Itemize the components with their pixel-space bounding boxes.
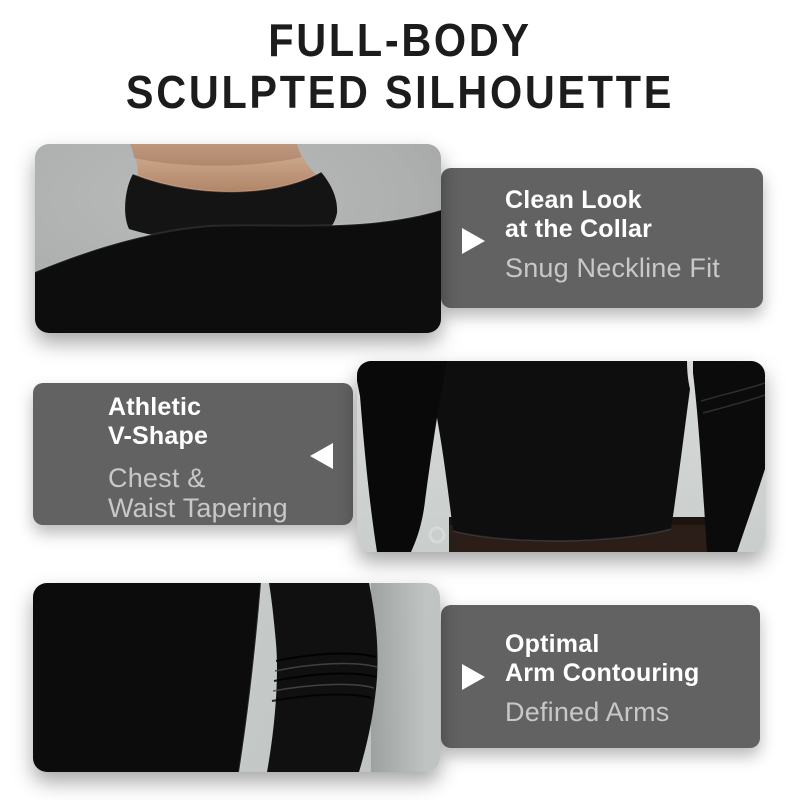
callout-subtitle-line: Snug Neckline Fit [505, 253, 720, 283]
pointer-left-icon [310, 443, 333, 469]
callout-card-v-shape [33, 383, 353, 525]
callout-text-collar [505, 186, 720, 283]
callout-text-arm [505, 630, 699, 727]
page-title-line1: FULL-BODY [268, 14, 532, 66]
callout-title-line: Arm Contouring [505, 659, 700, 687]
callout-title-line: Clean Look [505, 186, 642, 214]
callout-title-line: Athletic [108, 393, 202, 421]
photo-torso-front [357, 361, 765, 552]
callout-subtitle-line: Waist Tapering [108, 493, 288, 523]
callout-text-v-shape [108, 393, 288, 523]
callout-card-arm [441, 605, 760, 748]
page-title [40, 14, 760, 118]
arm-photo-illustration [33, 583, 440, 772]
callout-title-line: V-Shape [108, 422, 209, 450]
pointer-right-icon [462, 228, 485, 254]
collar-photo-illustration [35, 144, 441, 333]
callout-title-line: at the Collar [505, 215, 653, 243]
callout-subtitle-line: Chest & [108, 463, 206, 493]
callout-title-line: Optimal [505, 630, 600, 658]
photo-arm-sleeve-closeup [33, 583, 440, 772]
callout-subtitle-line: Defined Arms [505, 697, 670, 727]
torso-photo-illustration [357, 361, 765, 552]
pointer-right-icon [462, 664, 485, 690]
page-title-line2: SCULPTED SILHOUETTE [125, 66, 675, 118]
photo-collar-closeup [35, 144, 441, 333]
callout-card-collar [441, 168, 763, 308]
